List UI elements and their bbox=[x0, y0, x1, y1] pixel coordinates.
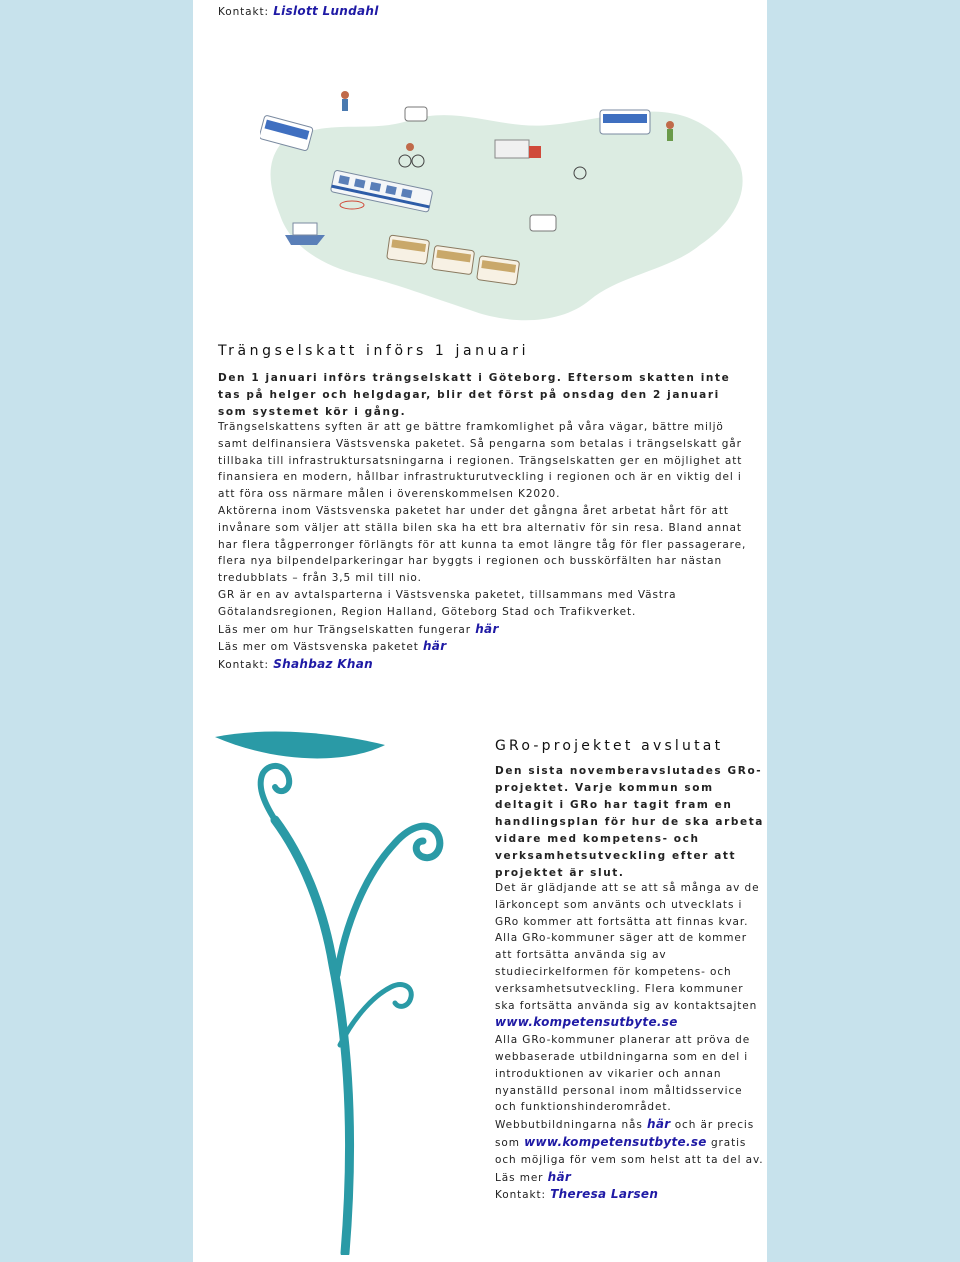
read-more-link-2[interactable]: här bbox=[422, 639, 447, 654]
article1-title: Trängselskatt införs 1 januari bbox=[218, 343, 530, 359]
contact-label: Kontakt: bbox=[495, 1189, 546, 1202]
article1-paragraph-3: GR är en av avtalsparterna i Västsvenska paketet, tillsammans med Västra Götalandsregionen, Region Halland, Göteborg Stad och Trafikverket. bbox=[218, 588, 677, 618]
article2-lead: Den sista novemberavslutades GRo-projektet. Varje kommun som deltagit i GRo har tagit fram en handlingsplan för hur de ska arbeta vidare med kompetens- och verksamhetsutveckling efter att projektet är slut. bbox=[495, 765, 764, 879]
p4-text-b: och är precis som bbox=[495, 1119, 755, 1149]
article2-paragraph-1: Det är glädjande att se att så många av de lärkoncept som använts och utvecklats i GRo kommer att fortsätta att finnas kvar. bbox=[495, 882, 760, 928]
article1-lead: Den 1 januari införs trängselskatt i Göteborg. Eftersom skatten inte tas på helger och helgdagar, blir det först på onsdag den 2 januari som systemet kör i gång. bbox=[218, 372, 731, 418]
article1-body bbox=[218, 419, 748, 674]
left-margin-band bbox=[0, 0, 193, 1262]
article2-title: GRo-projektet avslutat bbox=[495, 738, 724, 754]
traffic-map-illustration bbox=[260, 85, 760, 330]
contact-link-theresa[interactable]: Theresa Larsen bbox=[550, 1187, 659, 1202]
article1-contact bbox=[218, 656, 748, 674]
article2-paragraph-4 bbox=[495, 1116, 767, 1186]
read-more-link-1[interactable]: här bbox=[475, 621, 499, 636]
sprout-illustration bbox=[215, 725, 475, 1255]
right-margin-band bbox=[767, 0, 960, 1262]
read-more-text-2: Läs mer om Västsvenska paketet bbox=[218, 641, 419, 654]
kompetensutbyte-link-2[interactable]: www.kompetensutbyte.se bbox=[524, 1134, 707, 1149]
read-more-link-3[interactable]: här bbox=[547, 1169, 572, 1184]
contact-label: Kontakt: bbox=[218, 659, 269, 672]
contact-link-shahbaz[interactable]: Shahbaz Khan bbox=[273, 657, 373, 672]
article2-paragraph-3: Alla GRo-kommuner planerar att pröva de webbaserade utbildningarna som en del i introduktionen av vikarier och annan nyanställd personal inom måltidsservice och funktionshinderområdet. bbox=[495, 1034, 751, 1114]
read-more-trangselskatt bbox=[218, 621, 748, 639]
article2-contact bbox=[495, 1186, 767, 1204]
article2-paragraph-2-text: Alla GRo-kommuner säger att de kommer att fortsätta använda sig av studiecirkelformen för kompetens- och verksamhetsutveckling. Flera kommuner ska fortsätta använda sig av kontaktsajten bbox=[495, 932, 758, 1012]
webbutbildningar-link[interactable]: här bbox=[647, 1117, 671, 1132]
article1-paragraph-1: Trängselskattens syften är att ge bättre framkomlighet på våra vägar, bättre miljö samt delfinansiera Västsvenska paketet. Så pengarna som betalas i trängselskatt går tillbaka till infrastruktursatsningarna i regionen. Trängselskatten ger en möjlighet att finansiera en modern, hållbar infrastrukturutveckling i regionen och är en viktig del i att föra oss närmare målen i överenskommelsen K2020. bbox=[218, 421, 743, 501]
contact-link-lislott[interactable]: Lislott Lundahl bbox=[273, 4, 379, 18]
article1-paragraph-2: Aktörerna inom Västsvenska paketet har under det gångna året arbetat hårt för att invånare som väljer att ställa bilen ska ha ett bra alternativ för sin resa. Bland annat har flera tågperronger förlängts för att kunna ta emot längre tåg för fler passagerare, flera nya bilpendelparkeringar har byggts i regionen och busskörfälten har nästan tredubblats – från 3,5 mil till nio. bbox=[218, 504, 747, 585]
contact-line-top bbox=[218, 3, 379, 21]
contact-label: Kontakt: bbox=[218, 6, 269, 18]
kompetensutbyte-link-1[interactable]: www.kompetensutbyte.se bbox=[495, 1015, 678, 1030]
read-more-text-1: Läs mer om hur Trängselskatten fungerar bbox=[218, 623, 471, 636]
p4-text-c: gratis och möjliga för vem som helst att ta del av. Läs mer bbox=[495, 1136, 764, 1184]
article2-body bbox=[495, 880, 767, 1204]
read-more-paketet bbox=[218, 638, 748, 656]
p4-text-a: Webbutbildningarna nås bbox=[495, 1119, 643, 1132]
article2-paragraph-2 bbox=[495, 930, 767, 1032]
